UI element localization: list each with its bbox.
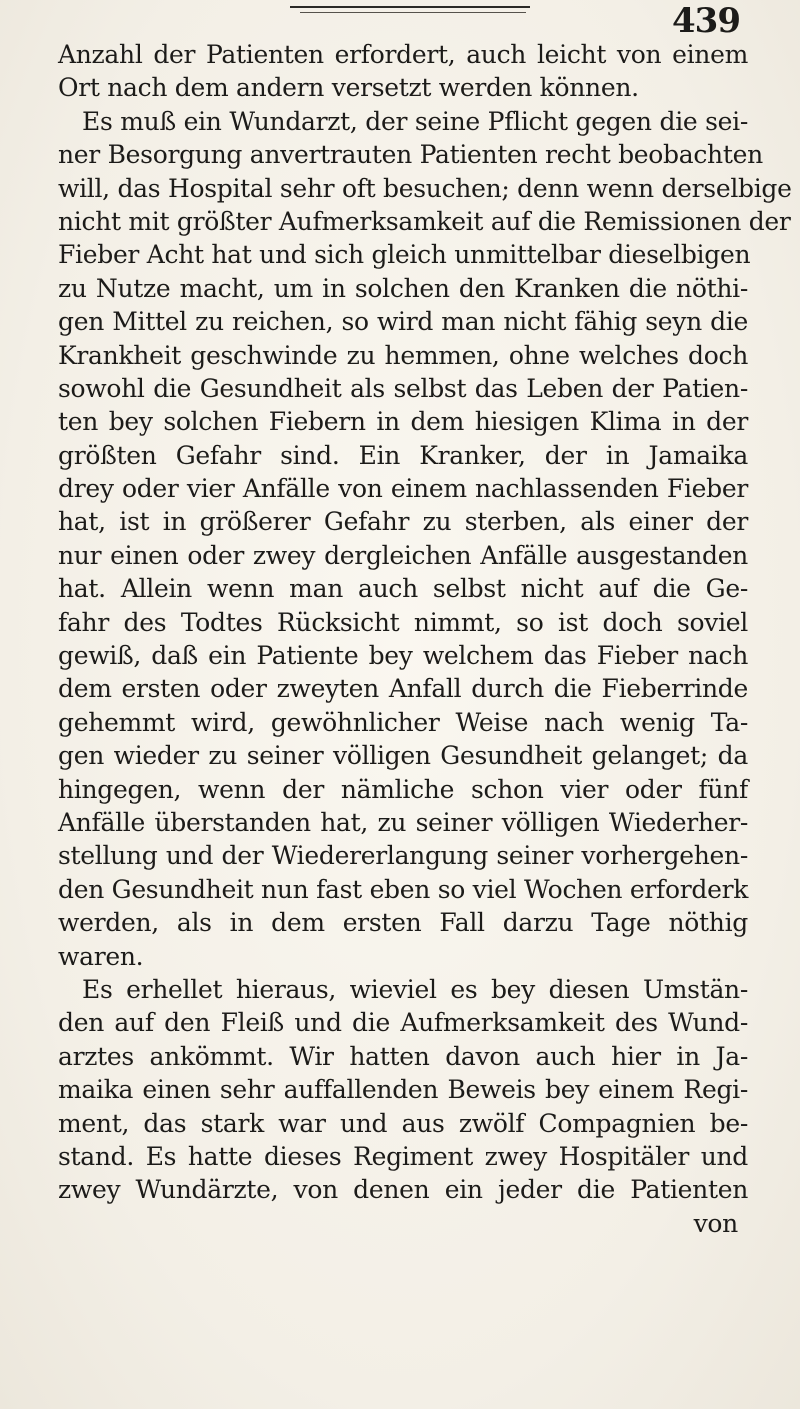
header-rule-thin (300, 12, 526, 13)
text-line: ment, das stark war und aus zwölf Compagnien be- (58, 1108, 748, 1138)
text-line: drey oder vier Anfälle von einem nachlassenden Fieber (58, 474, 748, 504)
text-line: waren. (58, 941, 144, 971)
text-line: den auf den Fleiß und die Aufmerksamkeit des Wund- (58, 1008, 748, 1038)
text-line: gen wieder zu seiner völligen Gesundheit gelanget; da (58, 741, 748, 771)
text-line: zu Nutze macht, um in solchen den Kranken die nöthi- (58, 273, 748, 303)
text-line: werden, als in dem ersten Fall darzu Tage nöthig (58, 908, 748, 938)
text-line: gewiß, daß ein Patiente bey welchem das Fieber nach (58, 641, 748, 671)
text-line: gen Mittel zu reichen, so wird man nicht fähig seyn die (58, 307, 748, 337)
text-line: Ort nach dem andern versetzt werden können. (58, 73, 639, 103)
text-line: will, das Hospital sehr oft besuchen; denn wenn derselbige (58, 173, 792, 203)
text-line: nur einen oder zwey dergleichen Anfälle ausgestanden (58, 540, 748, 570)
text-line: zwey Wundärzte, von denen ein jeder die Patienten (58, 1175, 748, 1205)
paragraph-1 (58, 38, 748, 105)
text-line: Krankheit geschwinde zu hemmen, ohne welches doch (58, 340, 748, 370)
text-line: hat. Allein wenn man auch selbst nicht auf die Ge- (58, 574, 748, 604)
paragraph-2 (58, 105, 792, 973)
text-line: nicht mit größter Aufmerksamkeit auf die Remissionen der (58, 206, 791, 236)
text-line: Anzahl der Patienten erfordert, auch leicht von einem (58, 40, 748, 69)
body-text (58, 38, 792, 1240)
text-line: maika einen sehr auffallenden Beweis bey einem Regi- (58, 1075, 748, 1105)
text-line: sowohl die Gesundheit als selbst das Leben der Patien- (58, 373, 748, 403)
text-line: fahr des Todtes Rücksicht nimmt, so ist doch soviel (58, 607, 748, 637)
text-line: größten Gefahr sind. Ein Kranker, der in Jamaika (58, 440, 748, 470)
text-line: stellung und der Wiedererlangung seiner vorhergehen- (58, 841, 748, 871)
text-line: Es erhellet hieraus, wieviel es bey diesen Umstän- (82, 974, 748, 1004)
header-rule (290, 6, 530, 8)
paragraph-3 (58, 973, 748, 1207)
text-line: stand. Es hatte dieses Regiment zwey Hospitäler und (58, 1141, 748, 1171)
text-line: Anfälle überstanden hat, zu seiner völligen Wiederher- (58, 807, 748, 837)
text-line: ten bey solchen Fiebern in dem hiesigen Klima in der (58, 407, 748, 437)
text-line: Es muß ein Wundarzt, der seine Pflicht gegen die sei- (82, 106, 748, 136)
text-line: ner Besorgung anvertrauten Patienten recht beobachten (58, 140, 763, 170)
text-line: dem ersten oder zweyten Anfall durch die Fieberrinde (58, 674, 748, 704)
text-line: hingegen, wenn der nämliche schon vier oder fünf (58, 774, 748, 804)
text-line: hat, ist in größerer Gefahr zu sterben, als einer der (58, 507, 748, 537)
catchword: von (693, 1208, 738, 1238)
page-number: 439 (672, 1, 740, 41)
text-line: gehemmt wird, gewöhnlicher Weise nach wenig Ta- (58, 707, 748, 737)
text-line: Fieber Acht hat und sich gleich unmittelbar dieselbigen (58, 240, 751, 270)
text-line: den Gesundheit nun fast eben so viel Wochen erforderk (58, 874, 749, 904)
text-line: arztes ankömmt. Wir hatten davon auch hier in Ja- (58, 1041, 748, 1071)
